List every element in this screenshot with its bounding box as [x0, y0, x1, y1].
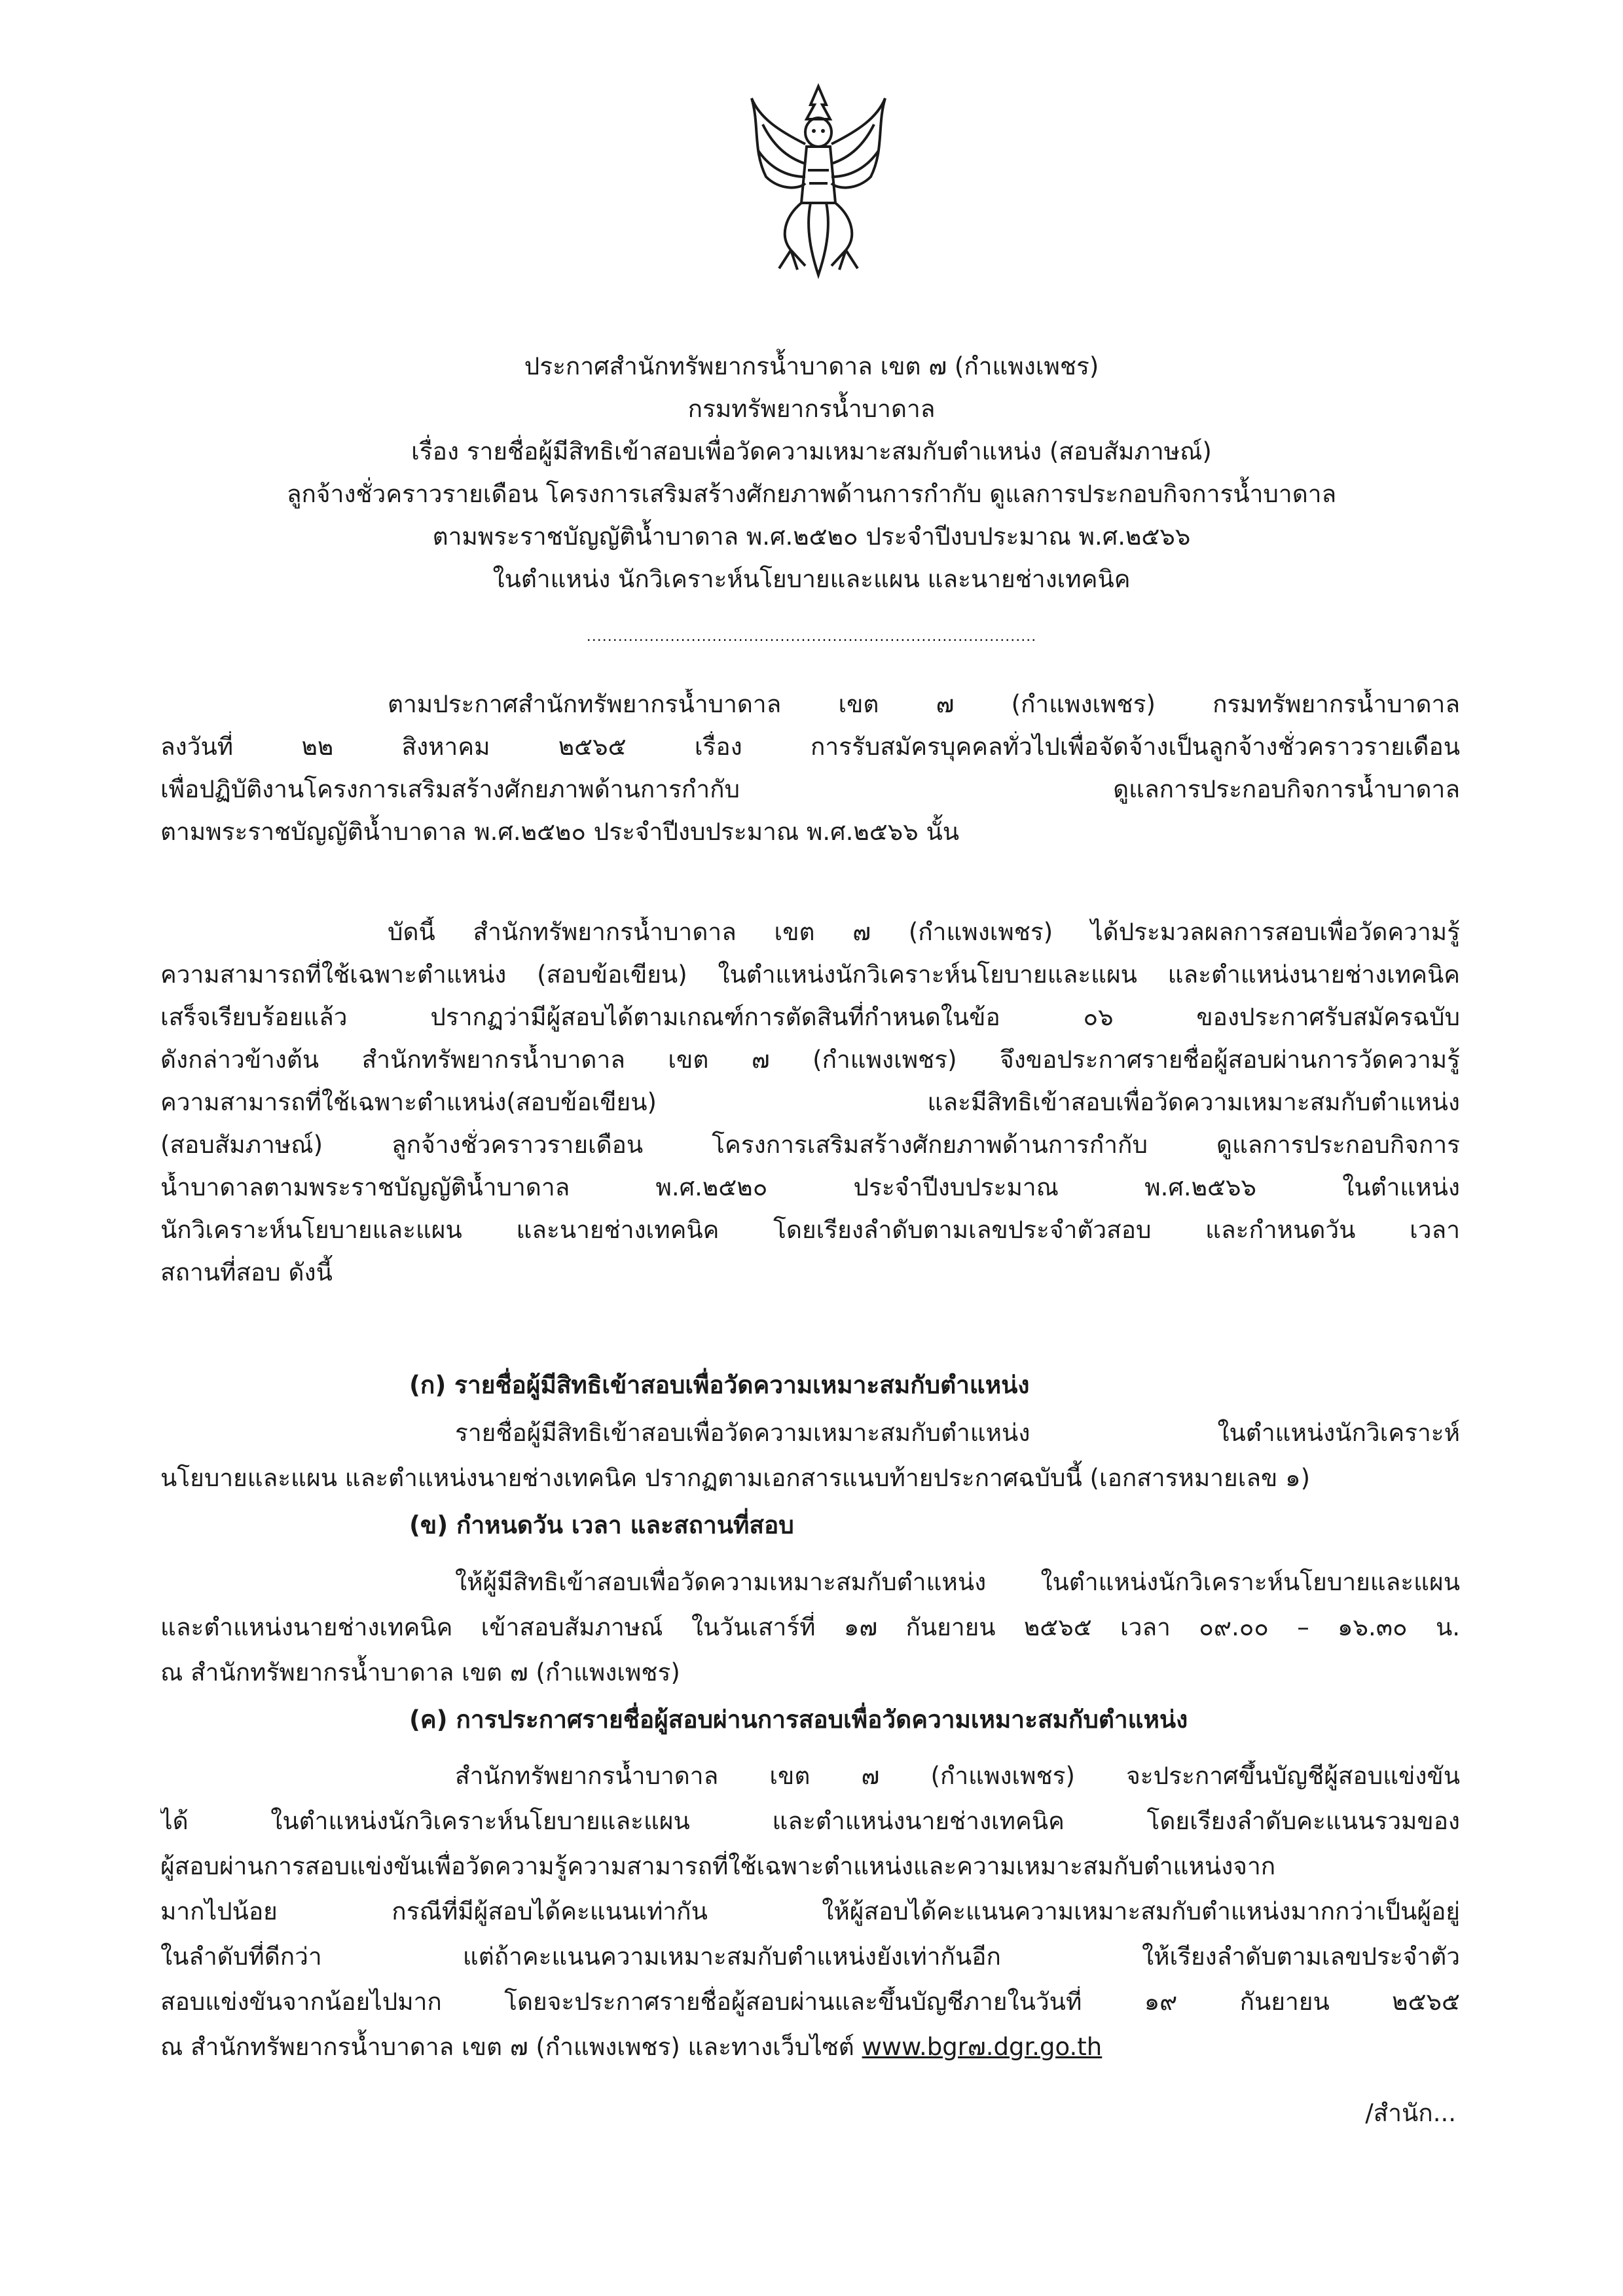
section-c-last-text: ณ สำนักทรัพยากรน้ำบาดาล เขต ๗ (กำแพงเพชร) และทางเว็บไซต์ — [160, 2033, 862, 2061]
header-line-4: ลูกจ้างชั่วคราวรายเดือน โครงการเสริมสร้างศักยภาพด้านการกำกับ ดูแลการประกอบกิจการน้ำบาดาล — [286, 480, 1337, 508]
header-line-1: ประกาศสำนักทรัพยากรน้ำบาดาล เขต ๗ (กำแพงเพชร) — [524, 352, 1099, 380]
para1-line-2: ลงวันที่ ๒๒ สิงหาคม ๒๕๖๕ เรื่อง การรับสมัครบุคคลทั่วไปเพื่อจัดจ้างเป็นลูกจ้างชั่วคราวรายเดือน — [160, 733, 1460, 761]
para2-line-2: ความสามารถที่ใช้เฉพาะตำแหน่ง (สอบข้อเขียน) ในตำแหน่งนักวิเคราะห์นโยบายและแผน และตำแหน่งนายช่างเทคนิค — [160, 960, 1460, 989]
section-c-line-5: ในลำดับที่ดีกว่า แต่ถ้าคะแนนความเหมาะสมกับตำแหน่งยังเท่ากันอีก ให้เรียงลำดับตามเลขประจำตัว — [160, 1942, 1460, 1971]
header-divider: ...................................................................................... — [586, 630, 1037, 644]
para1-line-4: ตามพระราชบัญญัติน้ำบาดาล พ.ศ.๒๕๒๐ ประจำปีงบประมาณ พ.ศ.๒๕๖๖ นั้น — [160, 818, 960, 846]
para2-line-1: บัดนี้ สำนักทรัพยากรน้ำบาดาล เขต ๗ (กำแพงเพชร) ได้ประมวลผลการสอบเพื่อวัดความรู้ — [388, 918, 1460, 946]
para2-line-4: ดังกล่าวข้างต้น สำนักทรัพยากรน้ำบาดาล เขต ๗ (กำแพงเพชร) จึงขอประกาศรายชื่อผู้สอบผ่านการวัดความรู้ — [160, 1046, 1460, 1074]
section-b-line-3: ณ สำนักทรัพยากรน้ำบาดาล เขต ๗ (กำแพงเพชร) — [160, 1658, 680, 1686]
section-a-line-1: รายชื่อผู้มีสิทธิเข้าสอบเพื่อวัดความเหมาะสมกับตำแหน่ง ในตำแหน่งนักวิเคราะห์ — [455, 1419, 1460, 1447]
section-c-heading: (ค) การประกาศรายชื่อผู้สอบผ่านการสอบเพื่อวัดความเหมาะสมกับตำแหน่ง — [409, 1705, 1188, 1734]
para2-line-7: น้ำบาดาลตามพระราชบัญญัติน้ำบาดาล พ.ศ.๒๕๒๐ ประจำปีงบประมาณ พ.ศ.๒๕๖๖ ในตำแหน่ง — [160, 1173, 1460, 1201]
section-c-line-2: ได้ ในตำแหน่งนักวิเคราะห์นโยบายและแผน และตำแหน่งนายช่างเทคนิค โดยเรียงลำดับคะแนนรวมของ — [160, 1807, 1460, 1835]
garuda-emblem-icon — [740, 79, 897, 288]
continuation-marker: /สำนัก... — [1365, 2099, 1456, 2127]
para1-line-3: เพื่อปฏิบัติงานโครงการเสริมสร้างศักยภาพด้านการกำกับ ดูแลการประกอบกิจการน้ำบาดาล — [160, 775, 1460, 803]
section-b-heading: (ข) กำหนดวัน เวลา และสถานที่สอบ — [409, 1511, 794, 1539]
section-b-line-2: และตำแหน่งนายช่างเทคนิค เข้าสอบสัมภาษณ์ ในวันเสาร์ที่ ๑๗ กันยายน ๒๕๖๕ เวลา ๐๙.๐๐ – ๑๖.๓๐ น. — [160, 1613, 1460, 1641]
para2-line-3: เสร็จเรียบร้อยแล้ว ปรากฏว่ามีผู้สอบได้ตามเกณฑ์การตัดสินที่กำหนดในข้อ ๐๖ ของประกาศรับสมัครฉบับ — [160, 1003, 1460, 1031]
header-line-5: ตามพระราชบัญญัติน้ำบาดาล พ.ศ.๒๕๒๐ ประจำปีงบประมาณ พ.ศ.๒๕๖๖ — [432, 522, 1191, 551]
para2-line-9: สถานที่สอบ ดังนี้ — [160, 1258, 333, 1286]
section-c-line-4: มากไปน้อย กรณีที่มีผู้สอบได้คะแนนเท่ากัน ให้ผู้สอบได้คะแนนความเหมาะสมกับตำแหน่งมากกว่าเป็นผู้อยู่ — [160, 1897, 1460, 1925]
header-line-2: กรมทรัพยากรน้ำบาดาล — [687, 395, 936, 423]
para1-line-1: ตามประกาศสำนักทรัพยากรน้ำบาดาล เขต ๗ (กำแพงเพชร) กรมทรัพยากรน้ำบาดาล — [388, 690, 1460, 718]
section-c-line-3: ผู้สอบผ่านการสอบแข่งขันเพื่อวัดความรู้ความสามารถที่ใช้เฉพาะตำแหน่งและความเหมาะสมกับตำแหน่งจาก — [160, 1852, 1276, 1880]
website-link[interactable]: www.bgr๗.dgr.go.th — [862, 2033, 1103, 2061]
header-line-3: เรื่อง รายชื่อผู้มีสิทธิเข้าสอบเพื่อวัดความเหมาะสมกับตำแหน่ง (สอบสัมภาษณ์) — [411, 437, 1212, 465]
section-c-line-1: สำนักทรัพยากรน้ำบาดาล เขต ๗ (กำแพงเพชร) จะประกาศขึ้นบัญชีผู้สอบแข่งขัน — [455, 1762, 1460, 1790]
para2-line-6: (สอบสัมภาษณ์) ลูกจ้างชั่วคราวรายเดือน โครงการเสริมสร้างศักยภาพด้านการกำกับ ดูแลการประกอบกิจการ — [160, 1131, 1460, 1159]
section-a-heading: (ก) รายชื่อผู้มีสิทธิเข้าสอบเพื่อวัดความเหมาะสมกับตำแหน่ง — [409, 1371, 1030, 1399]
para2-line-8: นักวิเคราะห์นโยบายและแผน และนายช่างเทคนิค โดยเรียงลำดับตามเลขประจำตัวสอบ และกำหนดวัน เวลา — [160, 1216, 1460, 1244]
header-line-6: ในตำแหน่ง นักวิเคราะห์นโยบายและแผน และนายช่างเทคนิค — [492, 565, 1131, 593]
para2-line-5: ความสามารถที่ใช้เฉพาะตำแหน่ง(สอบข้อเขียน) และมีสิทธิเข้าสอบเพื่อวัดความเหมาะสมกับตำแหน่ง — [160, 1088, 1460, 1116]
section-a-line-2: นโยบายและแผน และตำแหน่งนายช่างเทคนิค ปรากฏตามเอกสารแนบท้ายประกาศฉบับนี้ (เอกสารหมายเลข ๑) — [160, 1464, 1311, 1492]
section-c-line-6: สอบแข่งขันจากน้อยไปมาก โดยจะประกาศรายชื่อผู้สอบผ่านและขึ้นบัญชีภายในวันที่ ๑๙ กันยายน ๒๕๖๕ — [160, 1988, 1460, 2016]
section-b-line-1: ให้ผู้มีสิทธิเข้าสอบเพื่อวัดความเหมาะสมกับตำแหน่ง ในตำแหน่งนักวิเคราะห์นโยบายและแผน — [455, 1568, 1460, 1596]
section-c-line-7 — [160, 2032, 1102, 2063]
